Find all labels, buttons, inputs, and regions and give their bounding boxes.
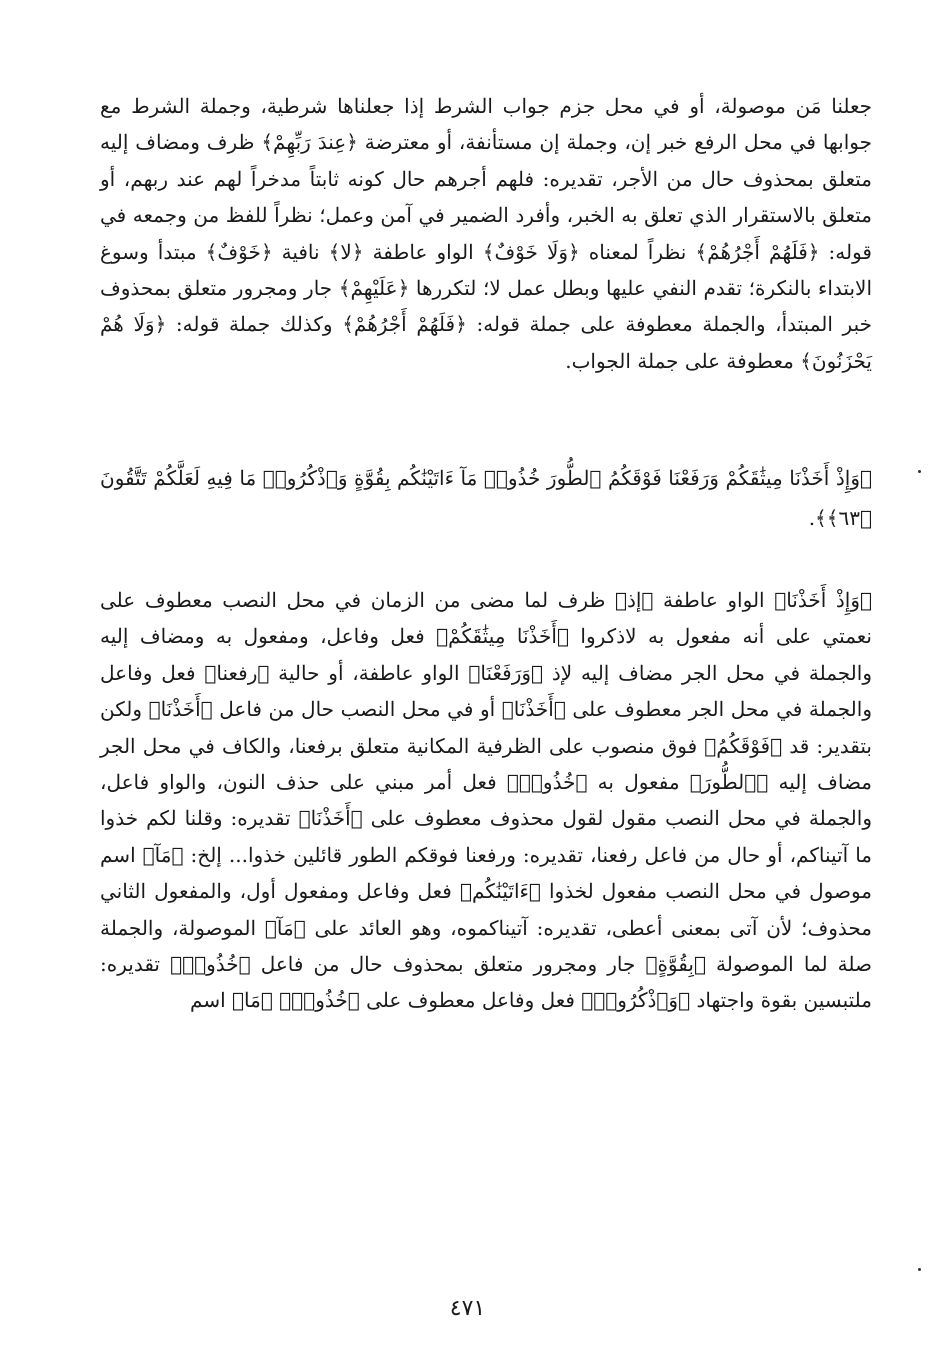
commentary-paragraph-2: ﴿وَإِذْ أَخَذْنَا﴾ الواو عاطفة ﴿إذ﴾ ظرف لما مضى من الزمان في محل النصب معطوف على نعمتي على أنه مفعول به لاذكروا ﴿أَخَذْنَا مِيثَٰقَكُمْ﴾ فعل وفاعل، ومفعول به ومضاف إليه والجملة في محل الجر مضاف إليه لإذ ﴿وَرَفَعْنَا﴾ الواو عاطفة، أو حالية ﴿رفعنا﴾ فعل وفاعل والجملة في محل الجر معطوف على ﴿أَخَذْنَا﴾ أو في محل النصب حال من فاعل ﴿أَخَذْنَا﴾ ولكن بتقدير: قد ﴿فَوْقَكُمُ﴾ فوق منصوب على الظرفية المكانية متعلق برفعنا، والكاف في محل الجر مضاف إليه ﴿ٱلطُّورَ﴾ مفعول به ﴿خُذُوا۟﴾ فعل أمر مبني على حذف النون، والواو فاعل، والجملة في محل النصب مقول لقول محذوف معطوف على ﴿أَخَذْنَا﴾ تقديره: وقلنا لكم خذوا ما آتيناكم، أو حال من فاعل رفعنا، تقديره: ورفعنا فوقكم الطور قائلين خذوا... إلخ: ﴿مَآ﴾ اسم موصول في محل النصب مفعول لخذوا ﴿ءَاتَيْنَٰكُم﴾ فعل وفاعل ومفعول أول، والمفعول الثاني محذوف؛ لأن آتى بمعنى أعطى، تقديره: آتيناكموه، وهو العائد على ﴿مَآ﴾ الموصولة، والجملة صلة لما الموصولة ﴿بِقُوَّةٍ﴾ جار ومجرور متعلق بمحذوف حال من فاعل ﴿خُذُوا۟﴾ تقديره: ملتبسين بقوة واجتهاد ﴿وَٱذْكُرُوا۟﴾ فعل وفاعل معطوف على ﴿خُذُوا۟﴾ ﴿مَا﴾ اسم bbox=[100, 588, 872, 1013]
scan-speck bbox=[918, 470, 921, 473]
scan-speck bbox=[918, 1268, 921, 1271]
page-number: ٤٧١ bbox=[449, 1296, 486, 1321]
quran-verse: ﴿وَإِذْ أَخَذْنَا مِيثَٰقَكُمْ وَرَفَعْنَا فَوْقَكُمُ ٱلطُّورَ خُذُوا۟ مَآ ءَاتَيْنَٰكُم بِقُوَّةٍ وَٱذْكُرُوا۟ مَا فِيهِ لَعَلَّكُمْ تَتَّقُونَ ﴿٦٣﴾﴾. bbox=[100, 466, 872, 530]
page-body bbox=[100, 88, 872, 1019]
commentary-paragraph-1: جعلنا مَن موصولة، أو في محل جزم جواب الشرط إذا جعلناها شرطية، وجملة الشرط مع جوابها في محل الرفع خبر إن، وجملة إن مستأنفة، أو معترضة ﴿عِندَ رَبِّهِمْ﴾ ظرف ومضاف إليه متعلق بمحذوف حال من الأجر، تقديره: فلهم أجرهم حال كونه ثابتاً مدخراً لهم عند ربهم، أو متعلق بالاستقرار الذي تعلق به الخبر، وأفرد الضمير في آمن وعمل؛ نظراً للفظ من وجمعه في قوله: ﴿فَلَهُمْ أَجْرُهُمْ﴾ نظراً لمعناه ﴿وَلَا خَوْفٌ﴾ الواو عاطفة ﴿لا﴾ نافية ﴿خَوْفٌ﴾ مبتدأ وسوغ الابتداء بالنكرة؛ تقدم النفي عليها وبطل عمل لا؛ لتكررها ﴿عَلَيْهِمْ﴾ جار ومجرور متعلق بمحذوف خبر المبتدأ، والجملة معطوفة على جملة قوله: ﴿فَلَهُمْ أَجْرُهُمْ﴾ وكذلك جملة قوله: ﴿وَلَا هُمْ يَحْزَنُونَ﴾ معطوفة على جملة الجواب. bbox=[100, 94, 872, 373]
